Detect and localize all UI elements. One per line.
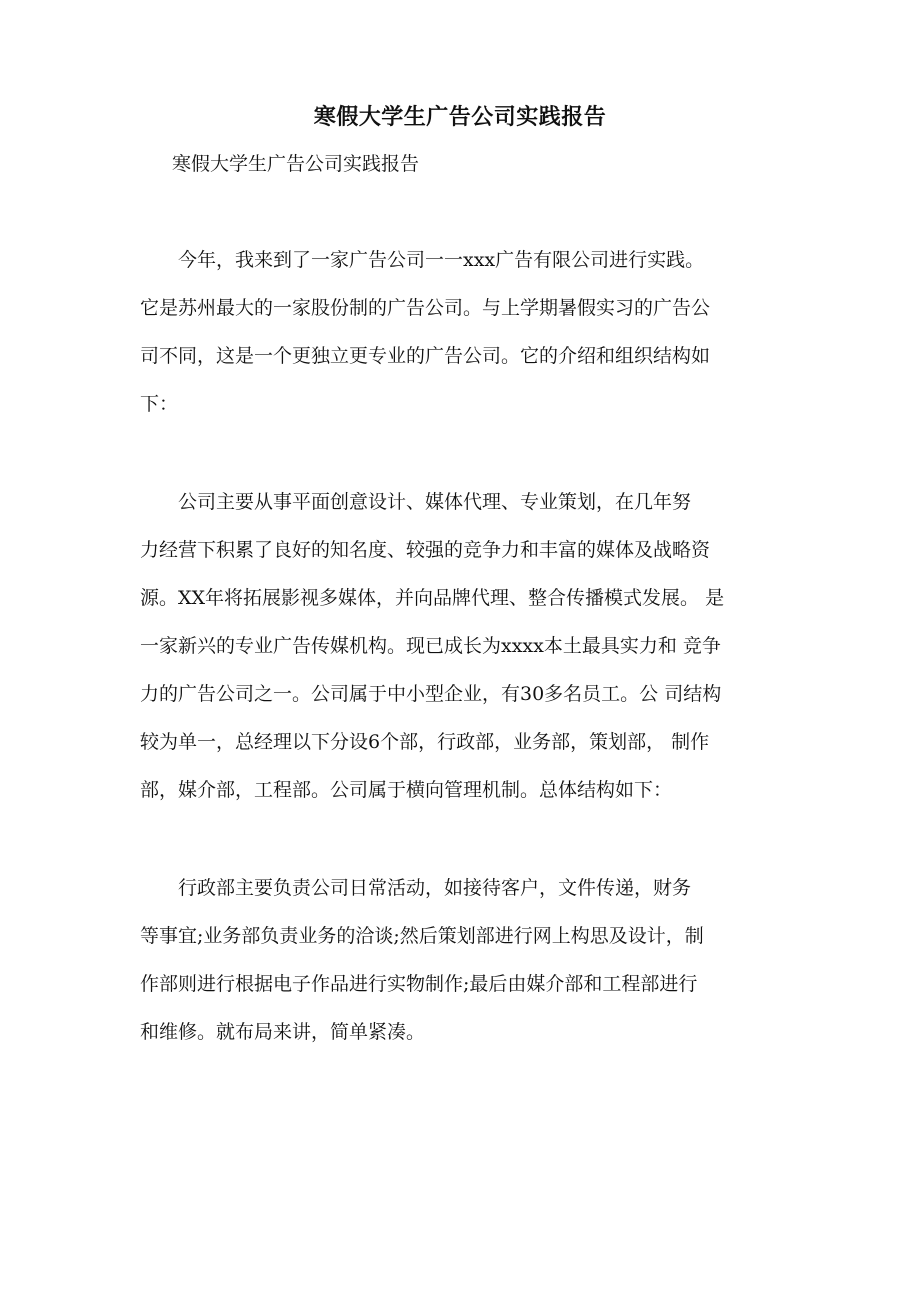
paragraph-line: 部，媒介部，工程部。公司属于横向管理机制。总体结构如下： bbox=[140, 779, 673, 801]
paragraph-line: 力的广告公司之一。公司属于中小型企业，有30多名员工。公 司结构 bbox=[140, 683, 722, 705]
paragraph-line: 司不同，这是一个更独立更专业的广告公司。它的介绍和组织结构如 bbox=[140, 345, 711, 367]
paragraph-1 bbox=[140, 236, 800, 428]
paragraph-line: 等事宜;业务部负责业务的洽谈;然后策划部进行网上构思及设计，制 bbox=[140, 925, 704, 947]
paragraph-line: 行政部主要负责公司日常活动，如接待客户，文件传递，财务 bbox=[140, 877, 692, 899]
document-subtitle: 寒假大学生广告公司实践报告 bbox=[172, 153, 420, 175]
paragraph-line: 源。XX年将拓展影视多媒体，并向品牌代理、整合传播模式发展。 是 bbox=[140, 587, 725, 609]
paragraph-line: 一家新兴的专业广告传媒机构。现已成长为xxxx本土最具实力和 竞争 bbox=[140, 635, 721, 657]
paragraph-line: 和维修。就布局来讲，简单紧凑。 bbox=[140, 1021, 426, 1043]
paragraph-line: 它是苏州最大的一家股份制的广告公司。与上学期暑假实习的广告公 bbox=[140, 297, 711, 319]
paragraph-2 bbox=[140, 478, 800, 814]
paragraph-line: 力经营下积累了良好的知名度、较强的竞争力和丰富的媒体及战略资 bbox=[140, 539, 711, 561]
paragraph-3 bbox=[140, 864, 800, 1056]
paragraph-line: 作部则进行根据电子作品进行实物制作;最后由媒介部和工程部进行 bbox=[140, 973, 698, 995]
document-title: 寒假大学生广告公司实践报告 bbox=[313, 104, 607, 130]
paragraph-line: 下： bbox=[140, 393, 179, 415]
paragraph-line: 公司主要从事平面创意设计、媒体代理、专业策划，在几年努 bbox=[140, 491, 692, 513]
paragraph-line: 今年，我来到了一家广告公司一一xxx广告有限公司进行实践。 bbox=[140, 249, 705, 271]
paragraph-line: 较为单一，总经理以下分设6个部，行政部，业务部，策划部， 制作 bbox=[140, 731, 710, 753]
